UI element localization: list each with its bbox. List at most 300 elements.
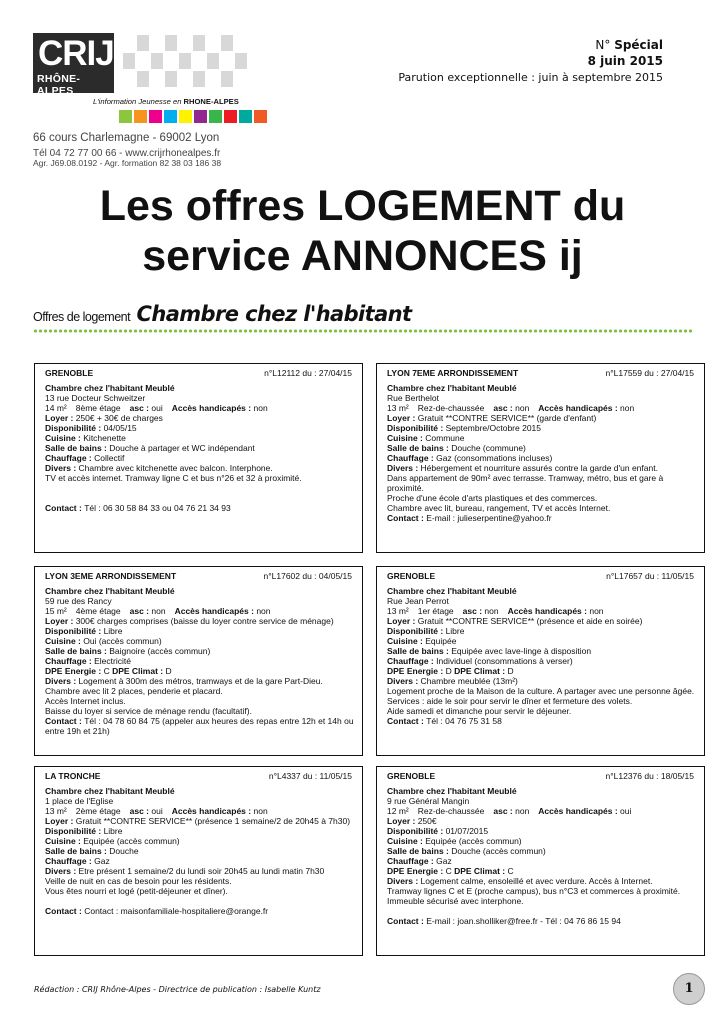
- listing-floor: 8ème étage: [75, 403, 121, 413]
- listing-field: [45, 676, 352, 686]
- listing-field: [45, 876, 352, 886]
- listing-address: Rue Berthelot: [387, 393, 439, 403]
- listing-header: [45, 771, 352, 785]
- listing-header: [45, 571, 352, 585]
- listing-field-label: Divers :: [387, 676, 421, 686]
- listing-field-label: Cuisine :: [45, 433, 84, 443]
- logo-tel-web: Tél 04 72 77 00 66 - www.crijrhonealpes.fr: [33, 148, 221, 159]
- listing-field: [45, 856, 352, 866]
- listing-field: [45, 636, 352, 646]
- listing-field-label: Chauffage :: [387, 656, 437, 666]
- listing-header: [45, 368, 352, 382]
- logo-color-square: [179, 110, 192, 123]
- listing-field-label: Salle de bains :: [387, 646, 452, 656]
- listing-field-value: Proche d'une école d'arts plastiques et des commerces.: [387, 493, 598, 503]
- listing-field: [387, 816, 694, 826]
- listing-field: [45, 413, 352, 423]
- listing-field-label: Divers :: [45, 463, 79, 473]
- listing-field: [45, 503, 352, 513]
- listing-field-label: Chauffage :: [45, 453, 95, 463]
- listing-address: 59 rue des Rancy: [45, 596, 112, 606]
- listing-field-value: Gaz (consommations incluses): [436, 453, 553, 463]
- listing-field-label: Salle de bains :: [387, 443, 452, 453]
- listing-field-value: Aide samedi et dimanche pour servir le déjeuner.: [387, 706, 572, 716]
- listing-field-value: Gaz: [94, 856, 110, 866]
- listing-field-label: Contact :: [45, 716, 85, 726]
- section-heading: [33, 302, 411, 326]
- listing-field: [45, 826, 352, 836]
- logo-color-pattern: [117, 33, 251, 93]
- listing-field: [387, 433, 694, 443]
- listing-field-label: Disponibilité :: [387, 826, 446, 836]
- listing-access-label: Accès handicapés :: [538, 806, 618, 816]
- logo-color-square: [149, 110, 162, 123]
- listing-field: [45, 443, 352, 453]
- listing-field-label: Disponibilité :: [387, 423, 446, 433]
- logo-pattern-tile: [221, 35, 233, 51]
- listing-field: [387, 493, 694, 503]
- listing-field: [45, 453, 352, 463]
- listing-field: [387, 423, 694, 433]
- listing-field: [387, 856, 694, 866]
- listing-asc-label: asc :: [493, 806, 513, 816]
- listing-field-value: Commune: [425, 433, 465, 443]
- listing-floor: Rez-de-chaussée: [417, 806, 485, 816]
- listing-field-label: Cuisine :: [387, 836, 426, 846]
- listing-city: LA TRONCHE: [45, 771, 101, 781]
- listing-field: [387, 503, 694, 513]
- issue-special: Spécial: [614, 38, 663, 52]
- logo-pattern-tile: [207, 53, 219, 69]
- listing-field: [45, 656, 352, 666]
- listing-field-value: Accès Internet inclus.: [45, 696, 126, 706]
- listing-field-value: C: [103, 666, 113, 676]
- listing-field: [387, 866, 694, 876]
- listing-field-label: DPE Climat :: [454, 666, 508, 676]
- listing-field: [387, 513, 694, 523]
- listing-field-value: 01/07/2015: [445, 826, 489, 836]
- logo-color-square: [239, 110, 252, 123]
- listing-asc-label: asc :: [493, 403, 513, 413]
- listing-field-value: Chambre avec lit 2 places, penderie et placard.: [45, 686, 223, 696]
- listing-ref: n°L17559 du : 27/04/15: [605, 368, 694, 378]
- listing-address: 1 place de l'Eglise: [45, 796, 114, 806]
- listing-blank-line: [387, 906, 694, 916]
- listing-card: [376, 566, 705, 756]
- listing-field-value: Equipée avec lave-linge à disposition: [451, 646, 592, 656]
- listing-field-label: Disponibilité :: [45, 423, 104, 433]
- listing-field: [387, 483, 694, 493]
- listing-address: 9 rue Général Mangin: [387, 796, 470, 806]
- listing-access-label: Accès handicapés :: [538, 403, 618, 413]
- listing-ref: n°L17657 du : 11/05/15: [606, 571, 694, 581]
- issue-number: [398, 38, 663, 52]
- listing-field: [387, 413, 694, 423]
- logo-address: 66 cours Charlemagne - 69002 Lyon: [33, 132, 220, 144]
- listing-surface: 14 m²: [45, 403, 67, 413]
- listing-field-label: Chauffage :: [45, 656, 95, 666]
- listing-access: oui: [620, 806, 632, 816]
- listing-city: GRENOBLE: [45, 368, 94, 378]
- listing-field-label: Loyer :: [387, 616, 418, 626]
- listing-field: [387, 676, 694, 686]
- listing-field-value: Tramway lignes C et E (proche campus), bus n°C3 et commerces à proximité.: [387, 886, 681, 896]
- issue-note: Parution exceptionnelle : juin à septembre 2015: [398, 71, 663, 84]
- listing-field-label: Loyer :: [387, 413, 418, 423]
- listing-title: Chambre chez l'habitant Meublé: [45, 786, 175, 796]
- listing-ref: n°L17602 du : 04/05/15: [263, 571, 352, 581]
- logo-color-square: [134, 110, 147, 123]
- logo-name: CRIJ: [38, 34, 114, 73]
- page-title-line1: Les offres LOGEMENT du: [99, 182, 626, 230]
- listing-field-label: DPE Climat :: [112, 666, 166, 676]
- logo-pattern-tile: [151, 53, 163, 69]
- listing-field: [387, 463, 694, 473]
- listing-field-value: TV et accès internet. Tramway ligne C et bus n°26 et 32 à proximité.: [45, 473, 302, 483]
- listing-field-label: Chauffage :: [387, 856, 437, 866]
- logo-tagline-region: RHONE-ALPES: [183, 97, 239, 106]
- listing-field-value: Logement à 300m des métros, tramways et de la gare Part-Dieu.: [78, 676, 323, 686]
- logo-color-square: [164, 110, 177, 123]
- listing-field-value: Libre: [103, 826, 123, 836]
- listing-field-value: Chambre meublée (13m²): [420, 676, 518, 686]
- listing-field-value: Etre présent 1 semaine/2 du lundi soir 20h45 au lundi matin 7h30: [78, 866, 325, 876]
- listing-field: [45, 666, 352, 676]
- listing-field-value: Gratuit **CONTRE SERVICE** (présence et aide en soirée): [417, 616, 643, 626]
- listing-asc-label: asc :: [129, 806, 150, 816]
- listing-field-value: Tél : 04 76 75 31 58: [426, 716, 502, 726]
- listing-surface: 13 m²: [45, 806, 67, 816]
- listing-field-label: Salle de bains :: [45, 846, 110, 856]
- listing-field: [45, 726, 352, 736]
- listing-field-label: Loyer :: [45, 413, 76, 423]
- listing-field-value: D: [507, 666, 514, 676]
- listing-title: Chambre chez l'habitant Meublé: [45, 586, 175, 596]
- listing-field-value: Services : aide le soir pour servir le dîner et fermeture des volets.: [387, 696, 633, 706]
- logo-pattern-tile: [221, 71, 233, 87]
- listing-field: [45, 626, 352, 636]
- listing-field: [387, 626, 694, 636]
- logo-pattern-tile: [165, 35, 177, 51]
- listing-field: [387, 656, 694, 666]
- listing-access-label: Accès handicapés :: [507, 606, 587, 616]
- listing-field: [45, 616, 352, 626]
- listing-city: GRENOBLE: [387, 771, 436, 781]
- listing-field-value: Gratuit **CONTRE SERVICE** (garde d'enfant): [417, 413, 597, 423]
- listing-field-value: 250€ + 30€ de charges: [75, 413, 163, 423]
- listing-field-value: Equipée (accès commun): [425, 836, 522, 846]
- logo-pattern-tile: [123, 53, 135, 69]
- listing-field-value: Douche: [109, 846, 139, 856]
- listing-city: LYON 3EME ARRONDISSEMENT: [45, 571, 177, 581]
- listing-asc: non: [151, 606, 166, 616]
- listing-field-value: Logement calme, ensoleillé et avec verdure. Accès à Internet.: [420, 876, 653, 886]
- listing-field: [387, 886, 694, 896]
- listing-field: [45, 836, 352, 846]
- listing-field-value: Equipée: [425, 636, 457, 646]
- listing-field: [45, 846, 352, 856]
- listing-floor: 4ème étage: [75, 606, 121, 616]
- logo-color-square: [254, 110, 267, 123]
- listing-field-value: Electricité: [94, 656, 131, 666]
- listing-field-value: proximité.: [387, 483, 424, 493]
- crij-logo: [33, 33, 251, 168]
- listing-field-value: 04/05/15: [103, 423, 137, 433]
- listing-field-value: Equipée (accès commun): [83, 836, 180, 846]
- logo-pattern-tile: [235, 53, 247, 69]
- listing-field: [45, 706, 352, 716]
- listing-access: non: [589, 606, 604, 616]
- logo-pattern-tile: [137, 71, 149, 87]
- listing-field-label: DPE Energie :: [387, 866, 446, 876]
- listing-field-value: C: [445, 866, 455, 876]
- listing-field-value: Logement proche de la Maison de la culture. A partager avec une personne âgée.: [387, 686, 695, 696]
- listing-field: [387, 846, 694, 856]
- listing-field-label: Chauffage :: [387, 453, 437, 463]
- listing-field-value: Kitchenette: [83, 433, 126, 443]
- listing-field-label: Disponibilité :: [45, 826, 104, 836]
- logo-color-square: [209, 110, 222, 123]
- logo-pattern-tile: [165, 71, 177, 87]
- listing-field-label: Contact :: [387, 916, 427, 926]
- listing-field: [387, 696, 694, 706]
- listing-field-value: Baignoire (accès commun): [109, 646, 211, 656]
- listing-field-value: Tél : 04 78 60 84 75 (appeler aux heures des repas entre 12h et 14h ou: [84, 716, 354, 726]
- logo-pattern-tile: [193, 35, 205, 51]
- listing-field-value: Tél : 06 30 58 84 33 ou 04 76 21 34 93: [84, 503, 231, 513]
- listing-specs: [387, 806, 694, 816]
- listing-field: [387, 453, 694, 463]
- listing-field: [45, 686, 352, 696]
- listing-field-label: Disponibilité :: [387, 626, 446, 636]
- listing-field-label: Divers :: [387, 463, 421, 473]
- listing-header: [387, 771, 694, 785]
- listing-field: [387, 616, 694, 626]
- listing-field-label: Loyer :: [45, 816, 76, 826]
- listing-field-value: 250€: [417, 816, 437, 826]
- listing-field: [387, 666, 694, 676]
- listing-field-label: DPE Climat :: [454, 866, 508, 876]
- listing-field: [387, 836, 694, 846]
- listing-field-value: Collectif: [94, 453, 125, 463]
- listing-card: [34, 766, 363, 956]
- dotted-divider: [33, 329, 693, 333]
- listing-field-label: DPE Energie :: [45, 666, 104, 676]
- listing-field: [45, 716, 352, 726]
- listing-field: [45, 433, 352, 443]
- logo-region: RHÔNE-ALPES: [37, 73, 81, 97]
- listing-specs: [45, 403, 352, 413]
- section-prefix: Offres de logement: [33, 310, 131, 324]
- listing-field-value: Dans appartement de 90m² avec terrasse. Tramway, métro, bus et gare à: [387, 473, 664, 483]
- listing-city: GRENOBLE: [387, 571, 436, 581]
- listing-field: [45, 463, 352, 473]
- listing-field: [387, 916, 694, 926]
- logo-color-square: [119, 110, 132, 123]
- listing-field: [45, 473, 352, 483]
- listing-specs: [45, 606, 352, 616]
- listing-field-value: Baisse du loyer si service de ménage rendu (facultatif).: [45, 706, 252, 716]
- issue-label: N°: [595, 38, 615, 52]
- listing-field-value: Hébergement et nourriture assurés contre la garde d'un enfant.: [420, 463, 658, 473]
- listing-field-label: Contact :: [45, 503, 85, 513]
- listing-field-value: Contact : maisonfamiliale-hospitaliere@orange.fr: [84, 906, 269, 916]
- listing-field: [387, 826, 694, 836]
- listing-field-label: Chauffage :: [45, 856, 95, 866]
- listing-blank-line: [45, 483, 352, 493]
- section-category: Chambre chez l'habitant: [136, 302, 412, 326]
- listing-card: [34, 363, 363, 553]
- listing-field-value: Gratuit **CONTRE SERVICE** (présence 1 semaine/2 de 20h45 à 7h30): [75, 816, 351, 826]
- listing-field-value: Veille de nuit en cas de besoin pour les résidents.: [45, 876, 232, 886]
- listing-field: [45, 886, 352, 896]
- listing-field-value: C: [507, 866, 514, 876]
- listing-ref: n°L12376 du : 18/05/15: [605, 771, 694, 781]
- listing-field-label: DPE Energie :: [387, 666, 446, 676]
- listing-field-label: Cuisine :: [387, 636, 426, 646]
- listing-asc-label: asc :: [462, 606, 483, 616]
- listing-field-value: D: [445, 666, 455, 676]
- listing-field-label: Loyer :: [45, 616, 76, 626]
- listing-surface: 12 m²: [387, 806, 409, 816]
- listing-field-value: Septembre/Octobre 2015: [445, 423, 542, 433]
- logo-pattern-tile: [137, 35, 149, 51]
- issue-date: 8 juin 2015: [587, 54, 663, 68]
- listing-field-value: Individuel (consommations à verser): [436, 656, 573, 666]
- logo-tagline-prefix: L'information Jeunesse en: [93, 97, 184, 106]
- listing-field-label: Contact :: [45, 906, 85, 916]
- listing-field-value: Vous êtes nourri et logé (petit-déjeuner et dîner).: [45, 886, 228, 896]
- listing-field-label: Divers :: [387, 876, 421, 886]
- listing-title: Chambre chez l'habitant Meublé: [387, 383, 517, 393]
- listing-asc: non: [515, 403, 530, 413]
- listing-blank-line: [45, 493, 352, 503]
- listing-card: [34, 566, 363, 756]
- listing-asc: non: [484, 606, 499, 616]
- listing-floor: 2ème étage: [75, 806, 121, 816]
- listing-field-label: Cuisine :: [45, 836, 84, 846]
- listing-field-value: Gaz: [436, 856, 452, 866]
- listing-field-label: Contact :: [387, 513, 427, 523]
- listing-header: [387, 368, 694, 382]
- listing-field-value: Libre: [103, 626, 123, 636]
- listing-field-label: Salle de bains :: [387, 846, 452, 856]
- listing-field-label: Salle de bains :: [45, 443, 110, 453]
- listing-field-value: Chambre avec lit, bureau, rangement, TV et accès Internet.: [387, 503, 611, 513]
- issue-info: [398, 38, 663, 84]
- listing-asc: oui: [151, 806, 163, 816]
- listing-access: non: [256, 606, 271, 616]
- listing-title: Chambre chez l'habitant Meublé: [387, 586, 517, 596]
- listing-field: [45, 906, 352, 916]
- listing-field: [387, 473, 694, 483]
- listing-field: [387, 896, 694, 906]
- listing-card: [376, 766, 705, 956]
- listing-blank-line: [45, 896, 352, 906]
- listing-field: [387, 443, 694, 453]
- listing-specs: [387, 606, 694, 616]
- listing-title: Chambre chez l'habitant Meublé: [45, 383, 175, 393]
- page-number: 1: [673, 973, 705, 1005]
- listing-field-label: Divers :: [45, 676, 79, 686]
- listing-asc-label: asc :: [129, 606, 150, 616]
- listing-field-value: Chambre avec kitchenette avec balcon. Interphone.: [78, 463, 273, 473]
- listing-title: Chambre chez l'habitant Meublé: [387, 786, 517, 796]
- listing-access-label: Accès handicapés :: [174, 606, 254, 616]
- listing-floor: 1er étage: [417, 606, 454, 616]
- listing-field-value: Oui (accès commun): [83, 636, 162, 646]
- listing-field-label: Contact :: [387, 716, 427, 726]
- listing-field-value: E-mail : joan.sholliker@free.fr - Tél : 04 76 86 15 94: [426, 916, 621, 926]
- listing-field: [387, 716, 694, 726]
- listing-city: LYON 7EME ARRONDISSEMENT: [387, 368, 519, 378]
- logo-pattern-tile: [193, 71, 205, 87]
- listing-field-value: Douche à partager et WC indépendant: [109, 443, 255, 453]
- listing-ref: n°L12112 du : 27/04/15: [264, 368, 352, 378]
- logo-pattern-tile: [179, 53, 191, 69]
- logo-color-square: [194, 110, 207, 123]
- listing-field: [45, 866, 352, 876]
- listing-ref: n°L4337 du : 11/05/15: [268, 771, 352, 781]
- listing-address: Rue Jean Perrot: [387, 596, 449, 606]
- listing-address: 13 rue Docteur Schweitzer: [45, 393, 146, 403]
- listing-header: [387, 571, 694, 585]
- footer-credits: Rédaction : CRIJ Rhône-Alpes - Directrice de publication : Isabelle Kuntz: [34, 985, 321, 994]
- listing-field-label: Divers :: [45, 866, 79, 876]
- page-title: [0, 181, 725, 281]
- listing-surface: 13 m²: [387, 403, 409, 413]
- listing-field-value: Immeuble sécurisé avec interphone.: [387, 896, 524, 906]
- listing-floor: Rez-de-chaussée: [417, 403, 485, 413]
- listing-field-label: Salle de bains :: [45, 646, 110, 656]
- listing-specs: [45, 806, 352, 816]
- listing-field-value: Libre: [445, 626, 465, 636]
- listing-field: [45, 423, 352, 433]
- listing-field-value: Douche (accès commun): [451, 846, 546, 856]
- listing-surface: 15 m²: [45, 606, 67, 616]
- listing-access-label: Accès handicapés :: [171, 806, 252, 816]
- listing-specs: [387, 403, 694, 413]
- listing-field-label: Cuisine :: [387, 433, 426, 443]
- listing-field: [387, 876, 694, 886]
- logo-agrement: Agr. J69.08.0192 - Agr. formation 82 38 03 186 38: [33, 158, 222, 168]
- listing-access: non: [620, 403, 635, 413]
- listing-asc: non: [515, 806, 530, 816]
- listing-asc: oui: [151, 403, 163, 413]
- listing-field: [387, 686, 694, 696]
- listing-field: [387, 646, 694, 656]
- listing-field: [45, 816, 352, 826]
- listing-field: [387, 636, 694, 646]
- listing-field: [45, 696, 352, 706]
- listing-field-label: Disponibilité :: [45, 626, 104, 636]
- listing-card: [376, 363, 705, 553]
- listing-field-value: E-mail : julieserpentine@yahoo.fr: [426, 513, 552, 523]
- logo-tagline: [93, 97, 239, 106]
- listing-access: non: [253, 403, 268, 413]
- listing-asc-label: asc :: [129, 403, 150, 413]
- listing-field-label: Loyer :: [387, 816, 418, 826]
- listing-field-value: Douche (commune): [451, 443, 526, 453]
- listing-field-value: entre 19h et 21h): [45, 726, 110, 736]
- listing-access-label: Accès handicapés :: [171, 403, 252, 413]
- listing-field-label: Cuisine :: [45, 636, 84, 646]
- listing-surface: 13 m²: [387, 606, 409, 616]
- page-title-line2: service ANNONCES ij: [142, 232, 583, 280]
- listing-field-value: 300€ charges comprises (baisse du loyer contre service de ménage): [75, 616, 334, 626]
- logo-color-square: [224, 110, 237, 123]
- listing-access: non: [253, 806, 268, 816]
